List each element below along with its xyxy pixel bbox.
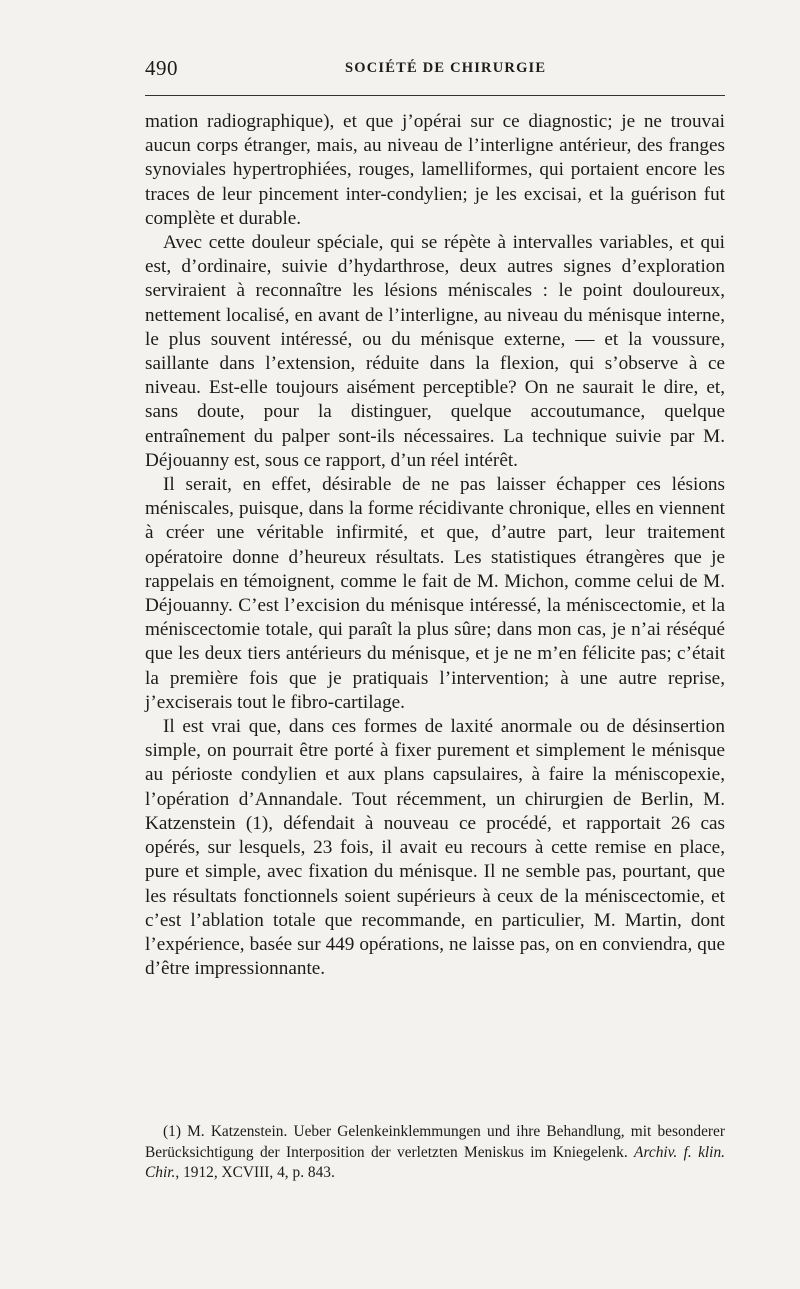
running-head: SOCIÉTÉ DE CHIRURGIE [345, 60, 547, 76]
header-rule [145, 95, 725, 96]
footnote-reference: (1) M. Katzenstein. Ueber Gelenkeinklemmungen und ihre Behandlung, mit besonderer Berücksichtigung der Interposition der verletzten Meniskus im Kniegelenk. [145, 1123, 725, 1161]
footnote-citation-details: , 1912, XCVIII, 4, p. 843. [175, 1164, 335, 1181]
page-header [145, 54, 725, 84]
paragraph-4: Il est vrai que, dans ces formes de laxité anormale ou de désinsertion simple, on pourrait être porté à fixer purement et simplement le ménisque au périoste condylien et aux plans capsulaires, à faire la méniscopexie, l’opération d’Annandale. Tout récemment, un chirurgien de Berlin, M. Katzenstein (1), défendait à nouveau ce procédé, et rapportait 26 cas opérés, sur lesquels, 23 fois, il avait eu recours à cette remise en place, pure et simple, avec fixation du ménisque. Il ne semble pas, pourtant, que les résultats fonctionnels soient supérieurs à ceux de la méniscectomie, et c’est l’ablation totale que recommande, en particulier, M. Martin, dont l’expérience, basée sur 449 opérations, ne laisse pas, on en conviendra, que d’être impressionnante. [145, 716, 725, 980]
paragraph-2: Avec cette douleur spéciale, qui se répète à intervalles variables, et qui est, d’ordinaire, suivie d’hydarthrose, deux autres signes d’exploration serviraient à reconnaître les lésions méniscales : le point douloureux, nettement localisé, en avant de l’interligne, au niveau du ménisque interne, le plus souvent intéressé, ou du ménisque externe, — et la voussure, saillante dans l’extension, réduite dans la flexion, qui s’observe à ce niveau. Est-elle toujours aisément perceptible? On ne saurait le dire, et, sans doute, pour la distinguer, quelque accoutumance, quelque entraînement du palper sont-ils nécessaires. La technique suivie par M. Déjouanny est, sous ce rapport, d’un réel intérêt. [145, 232, 725, 471]
footnote-journal: Archiv. f. klin. Chir. [145, 1143, 725, 1181]
footnote [145, 1122, 725, 1184]
page-number: 490 [145, 56, 178, 80]
paragraph-1: mation radiographique), et que j’opérai sur ce diagnostic; je ne trouvai aucun corps étranger, mais, au niveau de l’interligne antérieur, des franges synoviales hypertrophiées, rouges, lamelliformes, qui portaient encore les traces de leur pincement inter-condylien; je les excisai, et la guérison fut complète et durable. [145, 111, 725, 229]
footnote-text [145, 1122, 725, 1184]
paragraph-3: Il serait, en effet, désirable de ne pas laisser échapper ces lésions méniscales, puisque, dans la forme récidivante chronique, elles en viennent à créer une véritable infirmité, et que, d’autre part, leur traitement opératoire donne d’heureux résultats. Les statistiques étrangères que je rappelais en témoignent, comme le fait de M. Michon, comme celui de M. Déjouanny. C’est l’excision du ménisque intéressé, la méniscectomie, et la méniscectomie totale, qui paraît la plus sûre; dans mon cas, je n’ai réséqué que les deux tiers antérieurs du ménisque, et je ne m’en félicite pas; c’était la première fois que je pratiquais l’intervention; à une autre reprise, j’exciserais tout le fibro-cartilage. [145, 474, 725, 713]
body-text [145, 110, 725, 981]
